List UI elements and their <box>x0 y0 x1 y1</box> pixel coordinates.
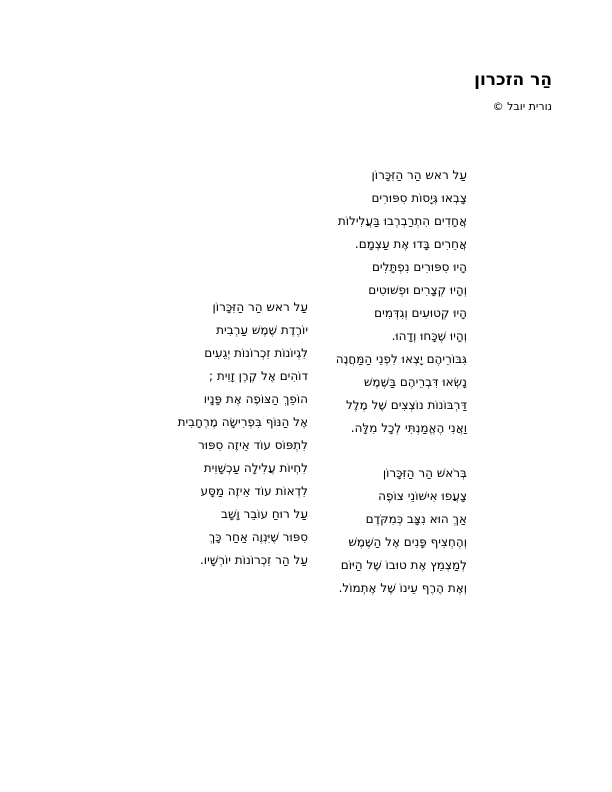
poem-line: לִגְיוֹנוֹת זִכְרוֹנוֹת יְגֵעִים <box>204 346 308 360</box>
poem-line: יוֹרֶדֶת שֶׁמֶשׁ עַרְבִית <box>216 323 308 337</box>
poem-line: לְמַצְמֵץ אֶת טוּבוֹ שֶׁל הַיּוֹם <box>340 558 467 572</box>
poem-line: דַּרְבּוֹנוֹת נוֹצְצִים שֶׁל מֶלֶל <box>345 398 467 412</box>
poem-line: צָעֲפוּ אִישׁוֹנֵי צוֹפֶה <box>378 489 467 503</box>
right-column <box>336 164 467 600</box>
left-column <box>178 296 308 572</box>
poem-line: אַךְ הוּא נִצָּב כְּמִקֹּדֶם <box>365 512 467 526</box>
poem-title: הַר הזכרון <box>474 70 552 90</box>
poem-line: וַאֲנִי הֶאֱמַנְתִּי לְכָל מִלָּה. <box>350 421 467 435</box>
poem-line: וְהָיוּ קְצָרִים וּפְשׁוּטִים <box>368 283 467 297</box>
poem-line: דוֹהִים אֶל קֶרֶן זָוִית ; <box>209 369 308 383</box>
poem-line: אֲחֵרִים בָּדוּ אֶת עַצְמָם. <box>354 237 467 251</box>
poem-line: גִּבּוֹרֵיהֶם יָצְאוּ לִפְנֵי הַמַּחֲנֶה <box>335 352 467 366</box>
stanza-3 <box>178 296 308 572</box>
poem-line: לִדְאוֹת עוֹד אֵיזֶה מַסָּע <box>200 484 308 498</box>
poem-line: אֲחָדִים הִתְרַבְרְבוּ בַּעֲלִילוֹת <box>337 214 467 228</box>
poem-line: וְאֶת הֶרֶף עֵינוֹ שֶׁל אֶתְמוֹל. <box>338 581 467 595</box>
poem-author: נורית יובל © <box>492 100 552 113</box>
poem-line: בְּרֹאשׁ הַר הַזִּכָּרוֹן <box>382 466 467 480</box>
poem-line: עַל ראש הַר הַזִּכָּרוֹן <box>371 168 467 182</box>
poem-line: נָשְׂאוּ דִּבְרֵיהֶם בַּשֶּׁמֶשׁ <box>363 375 467 389</box>
poem-line: וְהֶחְצִיף פָּנִים אֶל הַשֶּׁמֶשׁ <box>348 535 467 549</box>
poem-line: צָבְאוּ גְּיָסוֹת סִפּוּרִים <box>371 191 467 205</box>
poem-line: עַל הַר זִכְרוֹנוֹת יוֹרְשָׁיו. <box>199 553 308 567</box>
poem-line: וְהָיוּ שֶׁכָּחוּ וְדָהוּ. <box>391 329 467 343</box>
poem-line: הוֹפֵךְ הַצּוֹפֶה אֶת פָּנָיו <box>203 392 308 406</box>
poem-line: לִחְיוֹת עֲלִילָה עַכְשָׁוִית <box>203 461 308 475</box>
poem-line: לִתְפּוֹס עוֹד אֵיזֶה סִפּוּר <box>197 438 308 452</box>
poem-line: הָיוּ סִפּוּרִים נִפְתָּלִים <box>371 260 467 274</box>
poem-line: סִפּוּר שֶׁיִּנְוֶה אַחַר כָּךְ <box>208 530 308 544</box>
poem-line: אֶל הַנּוֹף בִּפְרִישָׂה מֶרְחָבִית <box>177 415 308 429</box>
stanza-2 <box>336 462 467 600</box>
poem-line: עַל רוּחַ עוֹבֵר וָשָׁב <box>221 507 308 521</box>
stanza-1 <box>336 164 467 440</box>
poem-line: הָיוּ קְטוּעִים וְגִדְּמִים <box>374 306 467 320</box>
poem-line: עַל ראש הַר הַזִּכָּרוֹן <box>212 300 308 314</box>
